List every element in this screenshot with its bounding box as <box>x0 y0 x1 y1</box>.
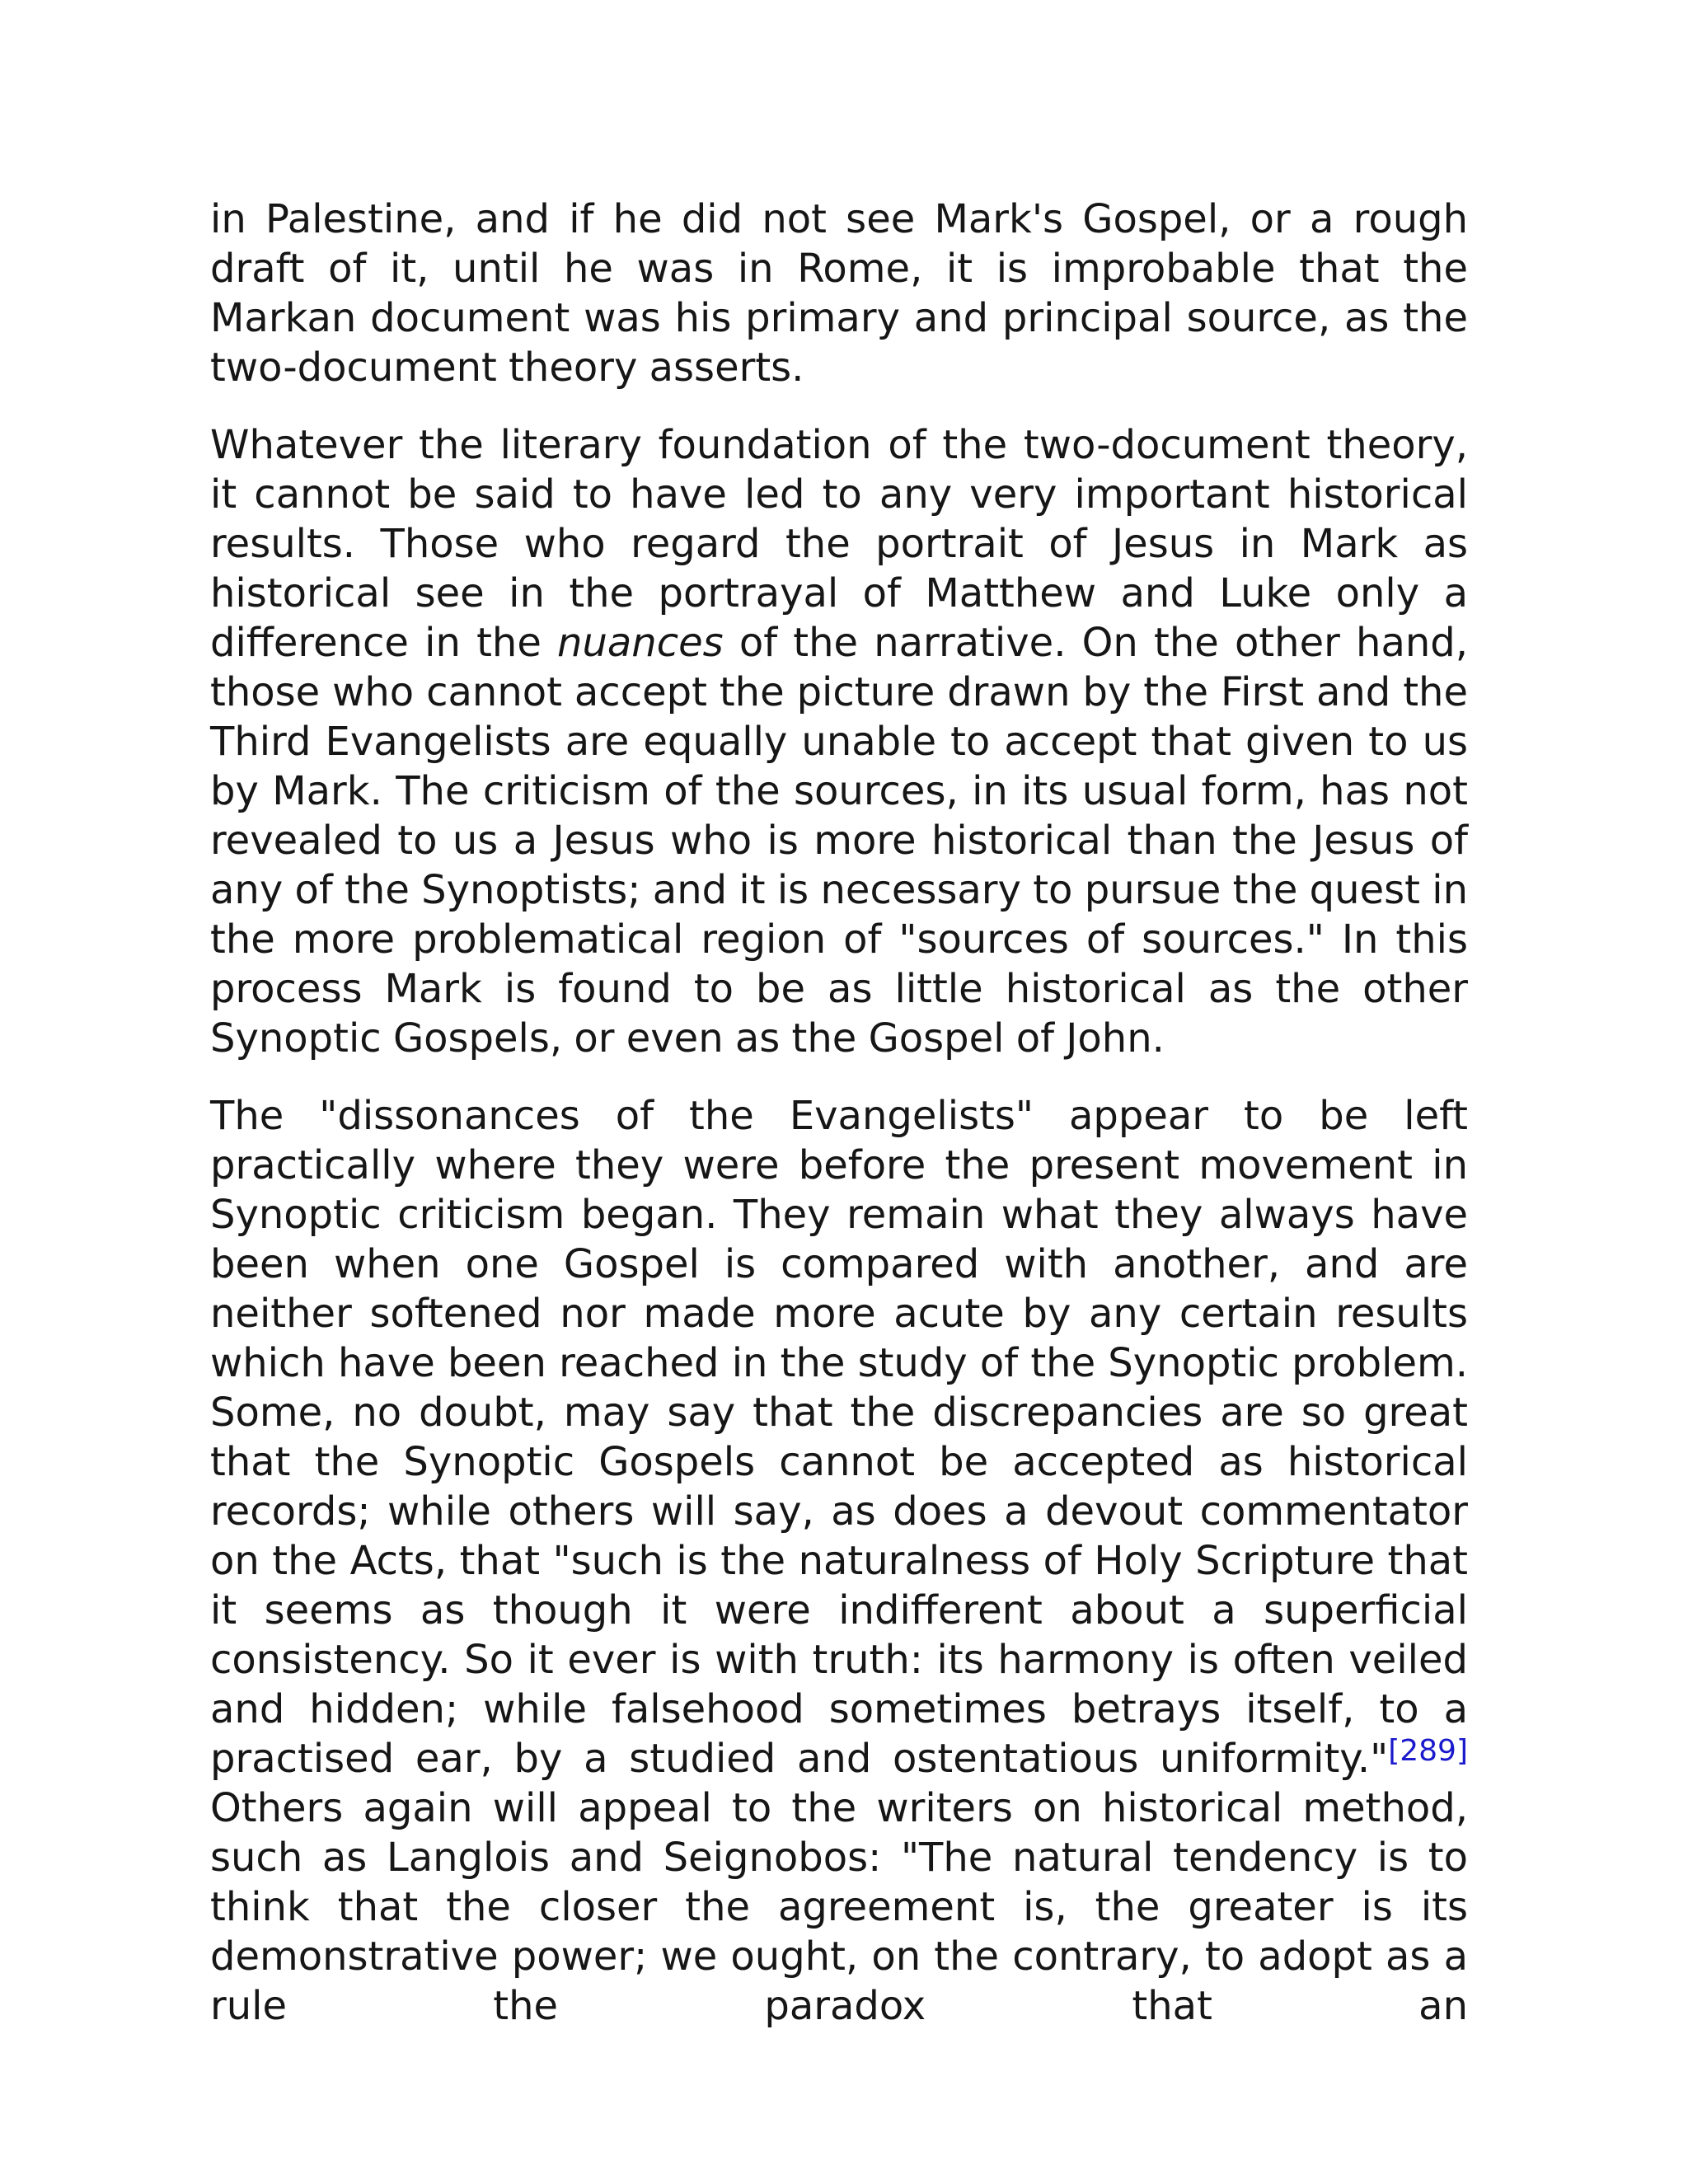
paragraph-3-text-end: Others again will appeal to the writers on historical method, such as Langlois and Seignobos: "The natural tendency is to think that the closer the agreement is, the greater is its demonstrative power; we ought, on the contrary, to adopt as a rule the paradox that an <box>210 1785 1468 2029</box>
paragraph-3 <box>210 1091 1468 2031</box>
paragraph-1 <box>210 194 1468 392</box>
paragraph-1-text: in Palestine, and if he did not see Mark's Gospel, or a rough draft of it, until he was in Rome, it is improbable that the Markan document was his primary and principal source, as the two-document theory asserts. <box>210 196 1468 391</box>
paragraph-3-text-start: The "dissonances of the Evangelists" appear to be left practically where they were before the present movement in Synoptic criticism began. They remain what they always have been when one Gospel is compared with another, and are neither softened nor made more acute by any certain results which have been reached in the study of the Synoptic problem. Some, no doubt, may say that the discrepancies are so great that the Synoptic Gospels cannot be accepted as historical records; while others will say, as does a devout commentator on the Acts, that "such is the naturalness of Holy Scripture that it seems as though it were indifferent about a superficial consistency. So it ever is with truth: its harmony is often veiled and hidden; while falsehood sometimes betrays itself, to a practised ear, by a studied and ostentatious uniformity." <box>210 1093 1468 1782</box>
italic-nuances: nuances <box>557 620 724 666</box>
footnote-link-289[interactable]: [289] <box>1388 1734 1468 1768</box>
paragraph-2-text-end: of the narrative. On the other hand, those who cannot accept the picture drawn by the First and the Third Evangelists are equally unable to accept that given to us by Mark. The criticism of the sources, in its usual form, has not revealed to us a Jesus who is more historical than the Jesus of any of the Synoptists; and it is necessary to pursue the quest in the more problematical region of "sources of sources." In this process Mark is found to be as little historical as the other Synoptic Gospels, or even as the Gospel of John. <box>210 620 1468 1062</box>
document-page <box>210 194 1468 2031</box>
paragraph-2 <box>210 420 1468 1063</box>
paragraph-2-text-start: Whatever the literary foundation of the two-document theory, it cannot be said to have led to any very important historical results. Those who regard the portrait of Jesus in Mark as historical see in the portrayal of Matthew and Luke only a difference in the <box>210 422 1468 666</box>
